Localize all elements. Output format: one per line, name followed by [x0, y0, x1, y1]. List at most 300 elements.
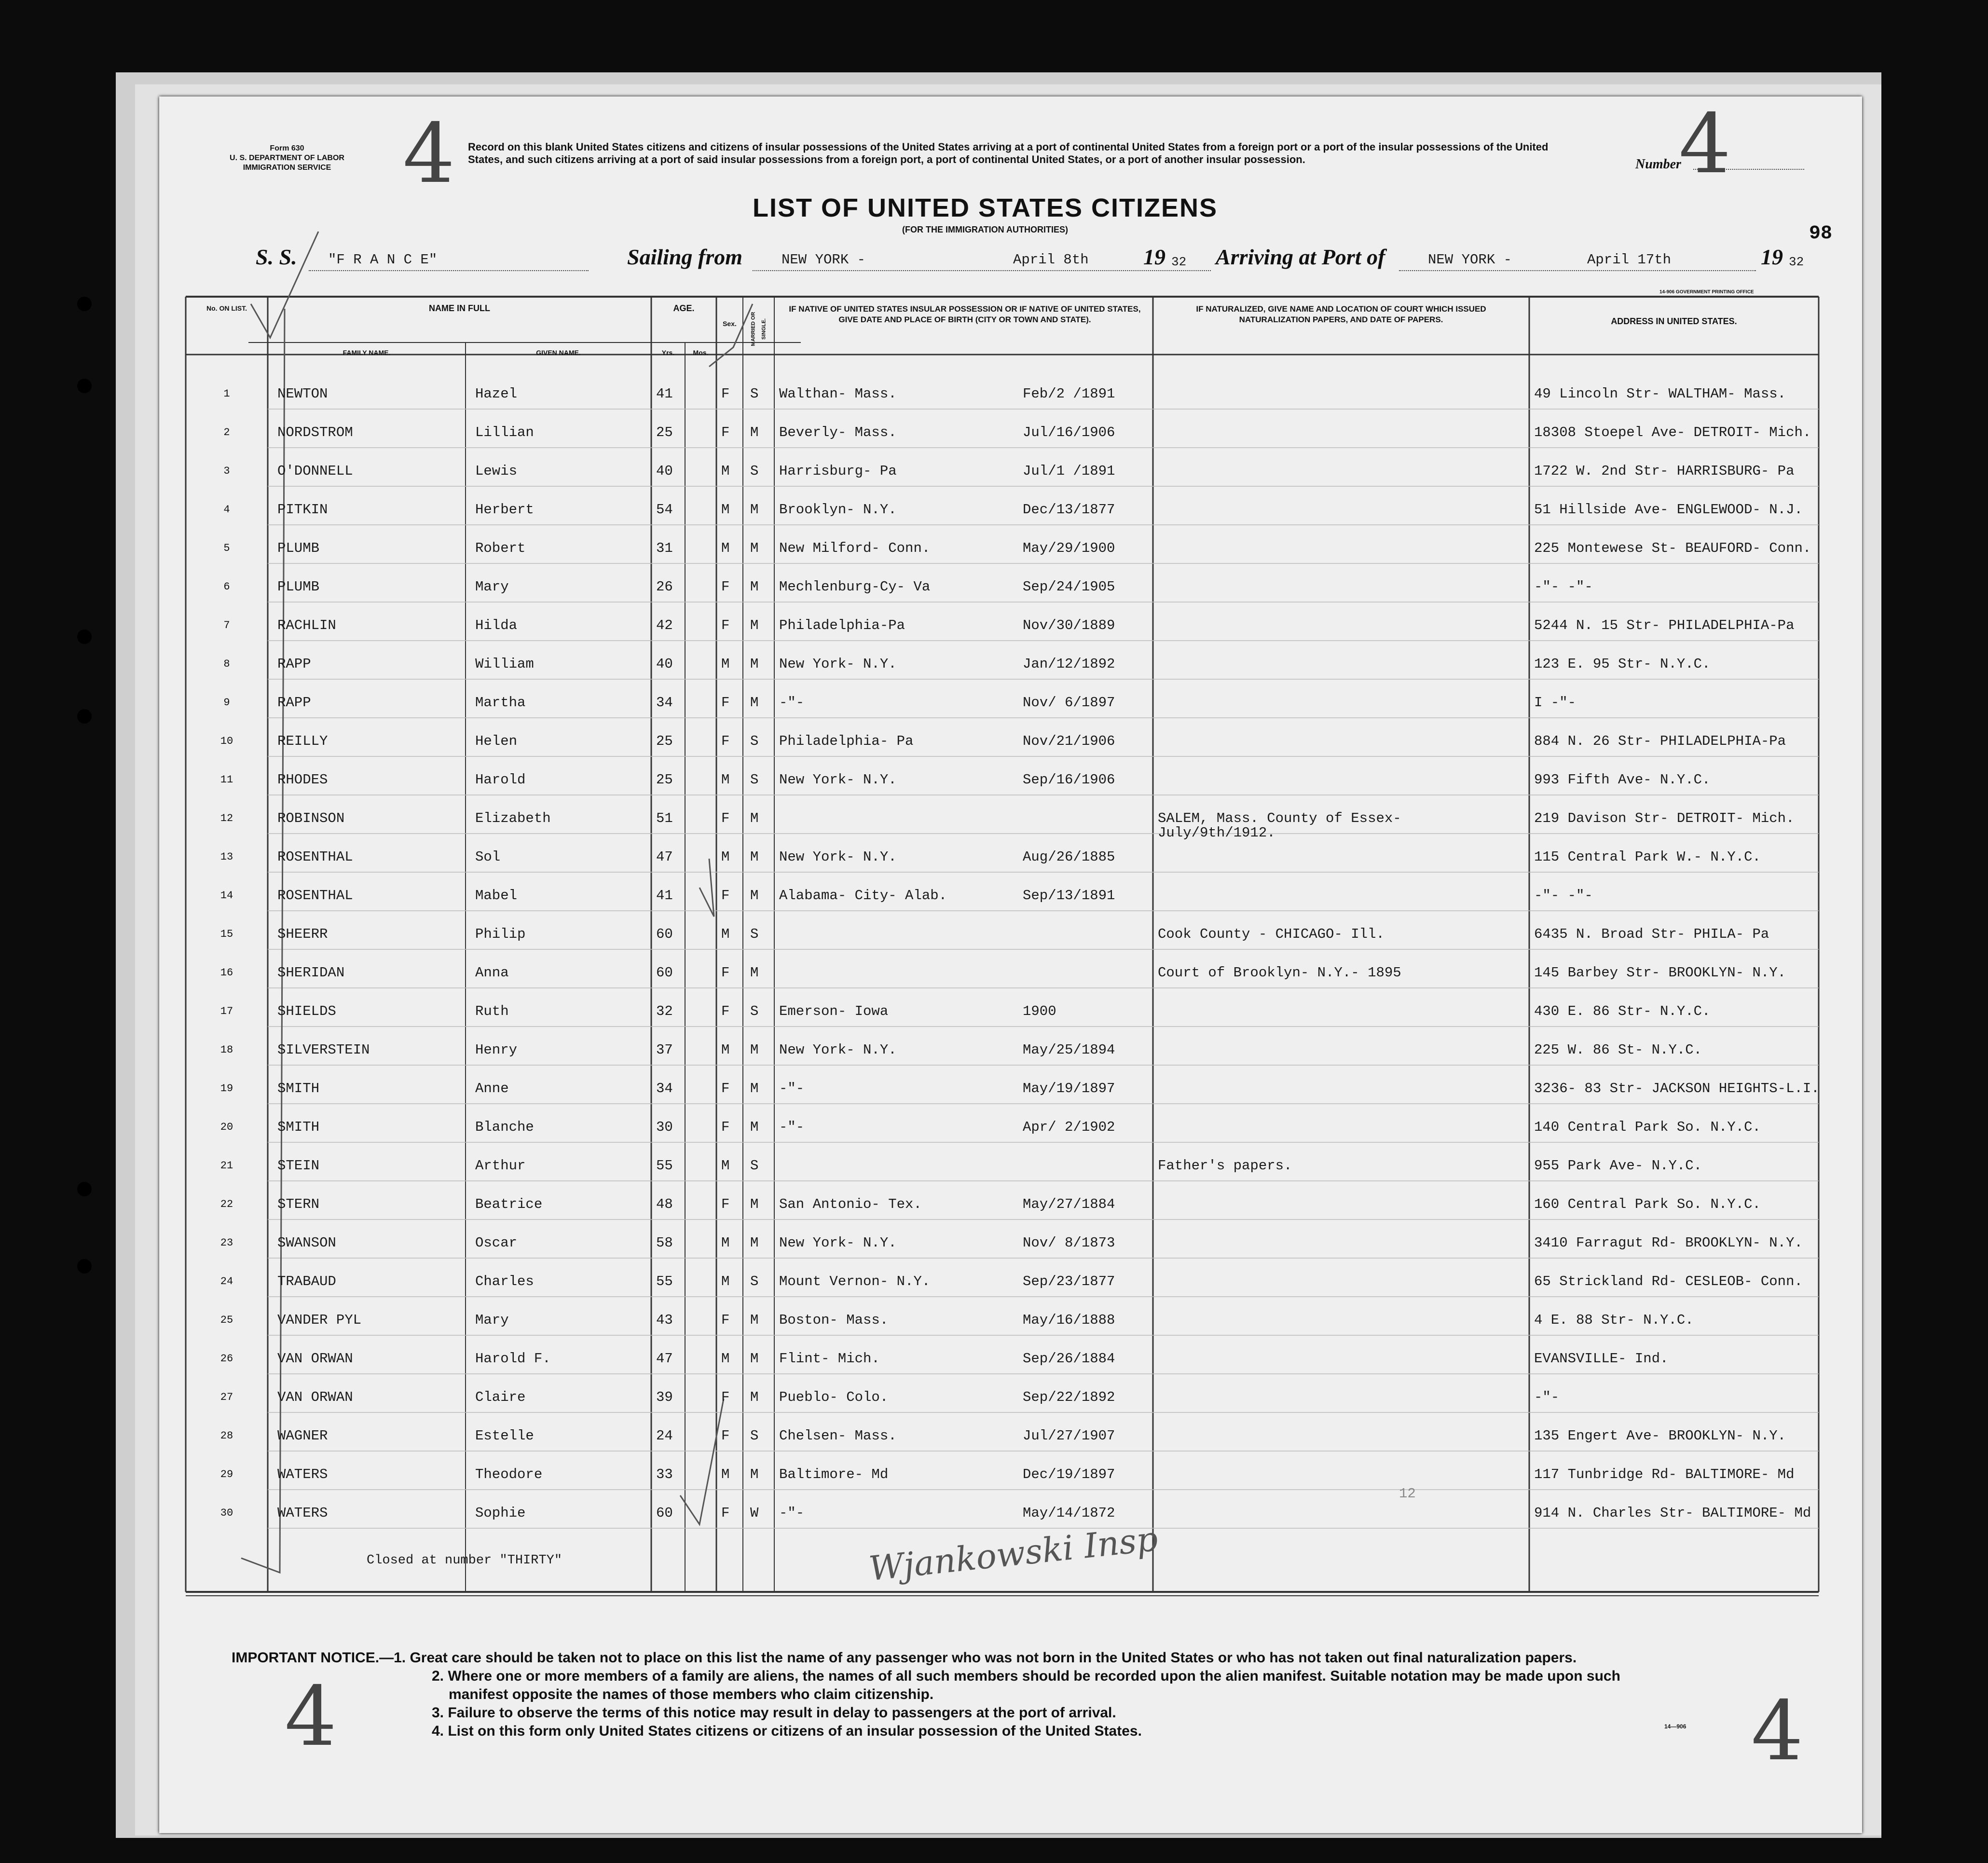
row-number: 20: [220, 1121, 233, 1133]
age-years: 51: [656, 810, 673, 826]
address: 955 Park Ave- N.Y.C.: [1534, 1158, 1702, 1174]
age-years: 55: [656, 1158, 673, 1174]
arrive-year: 32: [1789, 255, 1804, 269]
sex: F: [721, 733, 730, 749]
given-name: Lillian: [475, 425, 534, 440]
header-family: FAMILY NAME.: [343, 349, 391, 356]
row-number: 8: [223, 658, 230, 670]
given-name: Blanche: [475, 1119, 534, 1135]
sex: M: [721, 1042, 730, 1058]
birth-place: Flint- Mich.: [779, 1351, 880, 1367]
address: 914 N. Charles Str- BALTIMORE- Md: [1534, 1505, 1811, 1521]
header-address: ADDRESS IN UNITED STATES.: [1611, 316, 1737, 326]
naturalization: Cook County - CHICAGO- Ill.: [1158, 926, 1385, 942]
sex: M: [721, 1274, 730, 1289]
age-years: 60: [656, 1505, 673, 1521]
birth-place: New York- N.Y.: [779, 656, 897, 672]
marital-status: M: [750, 1466, 759, 1482]
age-years: 39: [656, 1389, 673, 1405]
sex: M: [721, 926, 730, 942]
header-no: No. ON LIST.: [206, 304, 247, 312]
marital-status: M: [750, 810, 759, 826]
birth-place: Beverly- Mass.: [779, 425, 897, 440]
sex: F: [721, 617, 730, 633]
row-number: 13: [220, 851, 233, 863]
family-name: WAGNER: [277, 1428, 328, 1444]
address: 145 Barbey Str- BROOKLYN- N.Y.: [1534, 965, 1786, 981]
marital-status: M: [750, 579, 759, 595]
age-years: 54: [656, 502, 673, 518]
marital-status: S: [750, 463, 759, 479]
address: 51 Hillside Ave- ENGLEWOOD- N.J.: [1534, 502, 1803, 518]
notice-item: 2. Where one or more members of a family are aliens, the names of all such members should be recorded upon the alien manifest. Suitable notation may be made upon such: [432, 1668, 1620, 1684]
marital-status: M: [750, 502, 759, 518]
age-years: 58: [656, 1235, 673, 1251]
given-name: Claire: [475, 1389, 526, 1405]
birth-place: New York- N.Y.: [779, 772, 897, 788]
marital-status: S: [750, 1428, 759, 1444]
marital-status: W: [750, 1505, 759, 1521]
sex: M: [721, 540, 730, 556]
given-name: Theodore: [475, 1466, 543, 1482]
given-name: Mary: [475, 1312, 509, 1328]
address: 65 Strickland Rd- CESLEOB- Conn.: [1534, 1274, 1803, 1289]
address: 115 Central Park W.- N.Y.C.: [1534, 849, 1761, 865]
row-number: 25: [220, 1314, 233, 1326]
marital-status: M: [750, 1042, 759, 1058]
birth-date: Nov/ 6/1897: [1023, 695, 1115, 711]
address: 6435 N. Broad Str- PHILA- Pa: [1534, 926, 1769, 942]
notice-heading: IMPORTANT NOTICE.—: [232, 1650, 394, 1666]
printer-line: 14-906 GOVERNMENT PRINTING OFFICE: [1659, 289, 1754, 295]
age-years: 26: [656, 579, 673, 595]
marital-status: S: [750, 1003, 759, 1019]
sex: F: [721, 1312, 730, 1328]
sex: F: [721, 1081, 730, 1096]
page-subtitle: (FOR THE IMMIGRATION AUTHORITIES): [902, 225, 1068, 234]
birth-place: Baltimore- Md: [779, 1466, 889, 1482]
birth-date: May/27/1884: [1023, 1196, 1115, 1212]
age-years: 24: [656, 1428, 673, 1444]
family-name: RAPP: [277, 656, 311, 672]
address: 430 E. 86 Str- N.Y.C.: [1534, 1003, 1711, 1019]
given-name: Anna: [475, 965, 509, 981]
address: 5244 N. 15 Str- PHILADELPHIA-Pa: [1534, 617, 1795, 633]
notice-item: manifest opposite the names of those members who claim citizenship.: [449, 1686, 934, 1702]
birth-date: Sep/23/1877: [1023, 1274, 1115, 1289]
address: 4 E. 88 Str- N.Y.C.: [1534, 1312, 1694, 1328]
number-label: Number: [1635, 157, 1681, 172]
sheet-number-bottom-left: 4: [285, 1669, 337, 1765]
marital-status: S: [750, 1158, 759, 1174]
header-birth: IF NATIVE OF UNITED STATES INSULAR POSSESSION OR IF NATIVE OF UNITED STATES, GIVE DATE AND PLACE OF BIRTH (CITY OR TOWN AND STATE).: [789, 304, 1141, 324]
address: 219 Davison Str- DETROIT- Mich.: [1534, 810, 1795, 826]
sex: F: [721, 1003, 730, 1019]
binder-hole: [77, 1259, 92, 1274]
age-years: 32: [656, 1003, 673, 1019]
age-years: 40: [656, 656, 673, 672]
given-name: Herbert: [475, 502, 534, 518]
birth-date: Sep/16/1906: [1023, 772, 1115, 788]
address: 140 Central Park So. N.Y.C.: [1534, 1119, 1761, 1135]
header-naturalized: IF NATURALIZED, GIVE NAME AND LOCATION OF COURT WHICH ISSUED NATURALIZATION PAPERS, AND DATE OF PAPERS.: [1196, 304, 1486, 324]
closing-note: Closed at number "THIRTY": [367, 1553, 562, 1568]
ship-name: "F R A N C E": [328, 252, 438, 268]
header-name-in-full: NAME IN FULL: [429, 303, 490, 313]
row-number: 14: [220, 890, 233, 902]
address: 18308 Stoepel Ave- DETROIT- Mich.: [1534, 425, 1811, 440]
row-number: 1: [223, 388, 230, 400]
address: 225 Montewese St- BEAUFORD- Conn.: [1534, 540, 1811, 556]
row-number: 16: [220, 967, 233, 979]
sail-year-prefix: 19: [1143, 245, 1165, 269]
birth-date: May/19/1897: [1023, 1081, 1115, 1096]
row-number: 17: [220, 1005, 233, 1017]
naturalization: SALEM, Mass. County of Essex-: [1158, 810, 1401, 826]
service: IMMIGRATION SERVICE: [243, 164, 331, 172]
sheet-number-right: 4: [1679, 96, 1731, 192]
row-number: 28: [220, 1430, 233, 1442]
marital-status: S: [750, 733, 759, 749]
given-name: Estelle: [475, 1428, 534, 1444]
address: 884 N. 26 Str- PHILADELPHIA-Pa: [1534, 733, 1786, 749]
birth-date: Dec/13/1877: [1023, 502, 1115, 518]
age-years: 25: [656, 733, 673, 749]
row-number: 3: [223, 465, 230, 477]
birth-date: May/29/1900: [1023, 540, 1115, 556]
marital-status: M: [750, 656, 759, 672]
family-name: PITKIN: [277, 502, 328, 518]
form-code: 14—906: [1664, 1723, 1686, 1730]
family-name: ROSENTHAL: [277, 888, 353, 904]
age-years: 34: [656, 695, 673, 711]
given-name: Beatrice: [475, 1196, 543, 1212]
birth-place: San Antonio- Tex.: [779, 1196, 922, 1212]
birth-date: Dec/19/1897: [1023, 1466, 1115, 1482]
given-name: Arthur: [475, 1158, 526, 1174]
row-number: 7: [223, 619, 230, 631]
age-years: 47: [656, 1351, 673, 1367]
sail-year: 32: [1171, 255, 1187, 269]
address: 3236- 83 Str- JACKSON HEIGHTS-L.I.: [1534, 1081, 1820, 1096]
marital-status: M: [750, 965, 759, 981]
to-port: NEW YORK -: [1428, 252, 1512, 268]
address: 123 E. 95 Str- N.Y.C.: [1534, 656, 1711, 672]
row-number: 27: [220, 1391, 233, 1403]
page-title: LIST OF UNITED STATES CITIZENS: [753, 193, 1218, 222]
header-given: GIVEN NAME.: [536, 349, 581, 356]
given-name: Hazel: [475, 386, 518, 402]
sex: F: [721, 888, 730, 904]
naturalization-date: July/9th/1912.: [1158, 825, 1275, 841]
given-name: Sophie: [475, 1505, 526, 1521]
address: -"-: [1534, 1389, 1560, 1405]
binder-hole: [77, 379, 92, 393]
marital-status: M: [750, 849, 759, 865]
stray-mark: 12: [1399, 1486, 1416, 1502]
family-name: STEIN: [277, 1158, 320, 1174]
arrive-year-prefix: 19: [1761, 245, 1783, 269]
age-years: 30: [656, 1119, 673, 1135]
marital-status: M: [750, 1081, 759, 1096]
important-notice: [232, 1649, 1823, 1667]
age-years: 40: [656, 463, 673, 479]
birth-place: -"-: [779, 1081, 805, 1096]
sex: F: [721, 695, 730, 711]
birth-place: Walthan- Mass.: [779, 386, 897, 402]
row-number: 11: [220, 774, 233, 786]
row-number: 10: [220, 735, 233, 747]
row-number: 9: [223, 697, 230, 709]
marital-status: M: [750, 1351, 759, 1367]
marital-status: M: [750, 695, 759, 711]
birth-place: Philadelphia- Pa: [779, 733, 914, 749]
notice-item: 1. Great care should be taken not to place on this list the name of any passenger who was not born in the United States or who has not taken out final naturalization papers.: [394, 1650, 1577, 1666]
marital-status: S: [750, 1274, 759, 1289]
sex: M: [721, 463, 730, 479]
age-years: 47: [656, 849, 673, 865]
marital-status: M: [750, 617, 759, 633]
age-years: 41: [656, 386, 673, 402]
header-age: AGE.: [673, 303, 695, 313]
arriving-label: Arriving at Port of: [1216, 245, 1385, 269]
header-sex: Sex.: [723, 320, 737, 328]
row-number: 5: [223, 542, 230, 554]
birth-place: -"-: [779, 1505, 805, 1521]
birth-place: Alabama- City- Alab.: [779, 888, 947, 904]
given-name: Charles: [475, 1274, 534, 1289]
family-name: SWANSON: [277, 1235, 336, 1251]
marital-status: M: [750, 540, 759, 556]
age-years: 60: [656, 965, 673, 981]
family-name: NORDSTROM: [277, 425, 353, 440]
sex: F: [721, 1505, 730, 1521]
birth-date: Jul/16/1906: [1023, 425, 1115, 440]
inspector-signature: Wjankowski Insp: [867, 1519, 1160, 1589]
age-years: 31: [656, 540, 673, 556]
family-name: RAPP: [277, 695, 311, 711]
family-name: SHEERR: [277, 926, 328, 942]
row-number: 26: [220, 1353, 233, 1365]
family-name: ROSENTHAL: [277, 849, 353, 865]
form-number: Form 630: [270, 144, 304, 152]
manifest-sheet: [159, 96, 1862, 1833]
birth-date: May/14/1872: [1023, 1505, 1115, 1521]
binder-hole: [77, 297, 92, 311]
given-name: Mary: [475, 579, 509, 595]
family-name: SHIELDS: [277, 1003, 336, 1019]
address: 160 Central Park So. N.Y.C.: [1534, 1196, 1761, 1212]
age-years: 48: [656, 1196, 673, 1212]
row-number: 30: [220, 1507, 233, 1519]
address: EVANSVILLE- Ind.: [1534, 1351, 1669, 1367]
address: -"- -"-: [1534, 579, 1593, 595]
address: 135 Engert Ave- BROOKLYN- N.Y.: [1534, 1428, 1786, 1444]
sex: F: [721, 1196, 730, 1212]
family-name: SILVERSTEIN: [277, 1042, 370, 1058]
family-name: PLUMB: [277, 540, 320, 556]
naturalization: Court of Brooklyn- N.Y.- 1895: [1158, 965, 1401, 981]
sex: M: [721, 1466, 730, 1482]
birth-date: Jul/1 /1891: [1023, 463, 1115, 479]
notice-item: 3. Failure to observe the terms of this notice may result in delay to passengers at the port of arrival.: [432, 1705, 1116, 1721]
family-name: WATERS: [277, 1466, 328, 1482]
family-name: O'DONNELL: [277, 463, 353, 479]
given-name: Oscar: [475, 1235, 518, 1251]
birth-place: -"-: [779, 1119, 805, 1135]
given-name: Robert: [475, 540, 526, 556]
sail-date: April 8th: [1013, 252, 1089, 268]
sex: F: [721, 1119, 730, 1135]
row-number: 6: [223, 581, 230, 593]
birth-place: New York- N.Y.: [779, 849, 897, 865]
family-name: VAN ORWAN: [277, 1351, 353, 1367]
sex: M: [721, 1158, 730, 1174]
family-name: RHODES: [277, 772, 328, 788]
family-name: NEWTON: [277, 386, 328, 402]
given-name: Anne: [475, 1081, 509, 1096]
row-number: 18: [220, 1044, 233, 1056]
birth-place: New York- N.Y.: [779, 1042, 897, 1058]
address: 1722 W. 2nd Str- HARRISBURG- Pa: [1534, 463, 1795, 479]
binder-hole: [77, 1182, 92, 1196]
binder-hole: [77, 709, 92, 724]
given-name: Martha: [475, 695, 526, 711]
address: 117 Tunbridge Rd- BALTIMORE- Md: [1534, 1466, 1795, 1482]
family-name: RACHLIN: [277, 617, 336, 633]
age-years: 60: [656, 926, 673, 942]
marital-status: M: [750, 1196, 759, 1212]
given-name: Henry: [475, 1042, 518, 1058]
birth-date: Feb/2 /1891: [1023, 386, 1115, 402]
row-number: 12: [220, 812, 233, 824]
sex: M: [721, 502, 730, 518]
birth-place: New York- N.Y.: [779, 1235, 897, 1251]
given-name: Harold: [475, 772, 526, 788]
marital-status: M: [750, 1119, 759, 1135]
row-number: 22: [220, 1198, 233, 1210]
from-port: NEW YORK -: [781, 252, 866, 268]
sex: M: [721, 1235, 730, 1251]
header-yrs: Yrs.: [661, 349, 675, 356]
row-number: 19: [220, 1082, 233, 1095]
birth-place: Harrisburg- Pa: [779, 463, 897, 479]
family-name: ROBINSON: [277, 810, 345, 826]
birth-date: Sep/24/1905: [1023, 579, 1115, 595]
address: 49 Lincoln Str- WALTHAM- Mass.: [1534, 386, 1786, 402]
age-years: 25: [656, 425, 673, 440]
row-number: 29: [220, 1468, 233, 1480]
family-name: VAN ORWAN: [277, 1389, 353, 1405]
marital-status: M: [750, 425, 759, 440]
given-name: Philip: [475, 926, 526, 942]
row-number: 21: [220, 1160, 233, 1172]
birth-date: Nov/30/1889: [1023, 617, 1115, 633]
family-name: SMITH: [277, 1081, 320, 1096]
age-years: 55: [656, 1274, 673, 1289]
birth-date: Apr/ 2/1902: [1023, 1119, 1115, 1135]
address: 225 W. 86 St- N.Y.C.: [1534, 1042, 1702, 1058]
given-name: Lewis: [475, 463, 518, 479]
age-years: 33: [656, 1466, 673, 1482]
arrive-date: April 17th: [1587, 252, 1672, 268]
birth-place: Mechlenburg-Cy- Va: [779, 579, 931, 595]
marital-status: S: [750, 772, 759, 788]
instructions: Record on this blank United States citizens and citizens of insular possessions of the United States arriving at a port of continental United States from a foreign port or a port of the insular possessions of the United States, and such citizens arriving at a port of said insular possessions from a foreign port, a port of continental United States, or a port of another insular possession.: [468, 141, 1549, 165]
ss-label: S. S.: [256, 245, 297, 269]
sex: M: [721, 1351, 730, 1367]
address: 3410 Farragut Rd- BROOKLYN- N.Y.: [1534, 1235, 1803, 1251]
sex: F: [721, 386, 730, 402]
given-name: Mabel: [475, 888, 518, 904]
sex: F: [721, 579, 730, 595]
marital-status: M: [750, 888, 759, 904]
marital-status: M: [750, 1389, 759, 1405]
birth-place: Boston- Mass.: [779, 1312, 889, 1328]
birth-date: 1900: [1023, 1003, 1056, 1019]
sex: M: [721, 656, 730, 672]
age-years: 34: [656, 1081, 673, 1096]
sex: M: [721, 849, 730, 865]
sex: F: [721, 1389, 730, 1405]
birth-date: Sep/26/1884: [1023, 1351, 1115, 1367]
birth-place: -"-: [779, 695, 805, 711]
birth-date: Sep/22/1892: [1023, 1389, 1115, 1405]
row-number: 23: [220, 1237, 233, 1249]
birth-place: Pueblo- Colo.: [779, 1389, 889, 1405]
row-number: 4: [223, 504, 230, 516]
given-name: William: [475, 656, 534, 672]
family-name: TRABAUD: [277, 1274, 336, 1289]
given-name: Harold F.: [475, 1351, 551, 1367]
address: -"- -"-: [1534, 888, 1593, 904]
given-name: Sol: [475, 849, 501, 865]
birth-place: New Milford- Conn.: [779, 540, 931, 556]
family-name: STERN: [277, 1196, 320, 1212]
birth-date: Nov/ 8/1873: [1023, 1235, 1115, 1251]
page-number: 98: [1809, 223, 1833, 245]
age-years: 43: [656, 1312, 673, 1328]
binder-hole: [77, 630, 92, 644]
birth-place: Philadelphia-Pa: [779, 617, 905, 633]
naturalization: Father's papers.: [1158, 1158, 1292, 1174]
sex: M: [721, 772, 730, 788]
birth-place: Emerson- Iowa: [779, 1003, 889, 1019]
header-married: MARRIED OR SINGLE.: [750, 312, 767, 346]
marital-status: S: [750, 386, 759, 402]
age-years: 41: [656, 888, 673, 904]
birth-date: Jan/12/1892: [1023, 656, 1115, 672]
birth-date: Aug/26/1885: [1023, 849, 1115, 865]
age-years: 37: [656, 1042, 673, 1058]
header-mos: Mos.: [693, 349, 709, 356]
row-number: 24: [220, 1275, 233, 1288]
age-years: 25: [656, 772, 673, 788]
sex: F: [721, 810, 730, 826]
marital-status: M: [750, 1312, 759, 1328]
sailing-label: Sailing from: [627, 245, 743, 269]
birth-date: May/25/1894: [1023, 1042, 1115, 1058]
notice-item: 4. List on this form only United States citizens or citizens of an insular possession of the United States.: [432, 1723, 1142, 1739]
family-name: REILLY: [277, 733, 328, 749]
sheet-number-left: 4: [403, 106, 455, 202]
sheet-number-bottom-right: 4: [1751, 1684, 1804, 1779]
given-name: Helen: [475, 733, 518, 749]
age-years: 42: [656, 617, 673, 633]
birth-date: Sep/13/1891: [1023, 888, 1115, 904]
birth-date: May/16/1888: [1023, 1312, 1115, 1328]
birth-place: Mount Vernon- N.Y.: [779, 1274, 931, 1289]
